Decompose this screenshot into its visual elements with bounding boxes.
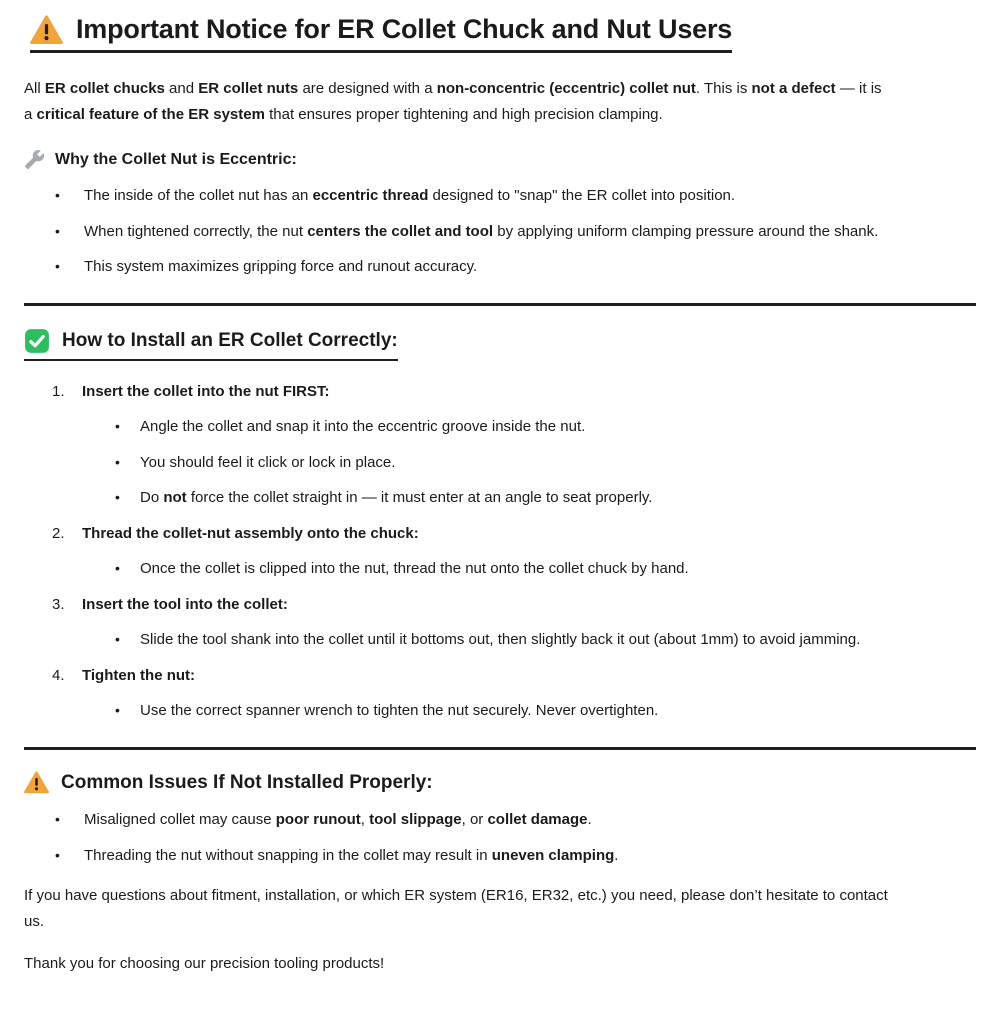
step-bullet-list xyxy=(52,630,976,650)
page-title xyxy=(30,14,732,53)
install-heading xyxy=(24,328,398,361)
bullet-text: Once the collet is clipped into the nut, thread the nut onto the collet chuck by hand. xyxy=(140,560,689,578)
bullet-item xyxy=(55,257,976,277)
step-bullet-list xyxy=(52,559,976,579)
section-divider xyxy=(24,747,976,750)
step-heading xyxy=(52,595,976,615)
bullet-text: Slide the tool shank into the collet until it bottoms out, then slightly back it out (about 1mm) to avoid jamming. xyxy=(140,631,861,649)
bullet-text: When tightened correctly, the nut centers the collet and tool by applying uniform clamping pressure around the shank. xyxy=(84,222,879,240)
why-eccentric-section xyxy=(24,149,976,277)
install-heading-text: How to Install an ER Collet Correctly: xyxy=(62,329,398,351)
check-icon xyxy=(24,328,50,354)
bullet-marker: • xyxy=(55,187,60,204)
step-heading xyxy=(52,666,976,686)
bullet-item xyxy=(55,846,976,866)
common-issues-section xyxy=(24,771,976,866)
step-title: Tighten the nut: xyxy=(82,666,196,684)
thanks-paragraph: Thank you for choosing our precision tooling products! xyxy=(24,955,385,973)
bullet-item xyxy=(55,186,976,206)
step-title: Insert the tool into the collet: xyxy=(82,595,288,613)
bullet-marker: • xyxy=(55,258,60,275)
bullet-text: Do not force the collet straight in — it must enter at an angle to seat properly. xyxy=(140,489,653,507)
page-title-text: Important Notice for ER Collet Chuck and Nut Users xyxy=(76,14,733,44)
step-number: 3. xyxy=(52,595,65,613)
install-section xyxy=(24,306,976,721)
why-bullet-list xyxy=(24,186,976,277)
bullet-text: This system maximizes gripping force and runout accuracy. xyxy=(84,258,478,276)
install-steps-list xyxy=(24,382,976,721)
step-heading xyxy=(52,524,976,544)
step-title: Insert the collet into the nut FIRST: xyxy=(82,382,330,400)
issues-bullet-list xyxy=(24,810,976,865)
step-heading xyxy=(52,382,976,402)
why-eccentric-heading xyxy=(24,149,976,170)
bullet-item xyxy=(115,488,976,508)
bullet-marker: • xyxy=(115,631,120,648)
bullet-marker: • xyxy=(115,560,120,577)
bullet-item xyxy=(115,453,976,473)
warning-triangle-icon xyxy=(24,771,49,794)
bullet-item xyxy=(115,417,976,437)
step-number: 4. xyxy=(52,666,65,684)
bullet-marker: • xyxy=(115,418,120,435)
wrench-icon xyxy=(24,149,45,170)
step-bullet-list xyxy=(52,417,976,508)
bullet-marker: • xyxy=(115,489,120,506)
step-number: 2. xyxy=(52,524,65,542)
bullet-item xyxy=(55,222,976,242)
bullet-marker: • xyxy=(55,222,60,239)
bullet-item xyxy=(115,701,976,721)
common-issues-heading-text: Common Issues If Not Installed Properly: xyxy=(61,771,433,793)
bullet-text: Misaligned collet may cause poor runout, tool slippage, or collet damage. xyxy=(84,811,592,829)
intro-paragraph: All ER collet chucks and ER collet nuts are designed with a non-concentric (eccentric) collet nut. This is not a defect — it is a critical feature of the ER system that ensures proper tightening and high precision clamping. xyxy=(24,80,882,124)
numbered-step xyxy=(52,524,976,579)
numbered-step xyxy=(52,382,976,508)
bullet-item xyxy=(115,559,976,579)
bullet-item xyxy=(115,630,976,650)
contact-paragraph: If you have questions about fitment, installation, or which ER system (ER16, ER32, etc.) you need, please don’t hesitate to contact us. xyxy=(24,887,888,931)
step-title: Thread the collet-nut assembly onto the chuck: xyxy=(82,524,419,542)
bullet-item xyxy=(55,810,976,830)
numbered-step xyxy=(52,595,976,650)
bullet-marker: • xyxy=(115,702,120,719)
step-number: 1. xyxy=(52,382,65,400)
bullet-text: Threading the nut without snapping in the collet may result in uneven clamping. xyxy=(84,846,619,864)
bullet-marker: • xyxy=(55,811,60,828)
why-eccentric-heading-text: Why the Collet Nut is Eccentric: xyxy=(55,150,297,168)
bullet-marker: • xyxy=(55,846,60,863)
bullet-text: You should feel it click or lock in place. xyxy=(140,453,396,471)
bullet-marker: • xyxy=(115,453,120,470)
common-issues-heading xyxy=(24,771,976,795)
warning-triangle-icon xyxy=(30,15,63,45)
numbered-step xyxy=(52,666,976,721)
bullet-text: Angle the collet and snap it into the eccentric groove inside the nut. xyxy=(140,418,586,436)
bullet-text: Use the correct spanner wrench to tighten the nut securely. Never overtighten. xyxy=(140,702,659,720)
step-bullet-list xyxy=(52,701,976,721)
bullet-text: The inside of the collet nut has an eccentric thread designed to "snap" the ER collet into position. xyxy=(84,187,736,205)
